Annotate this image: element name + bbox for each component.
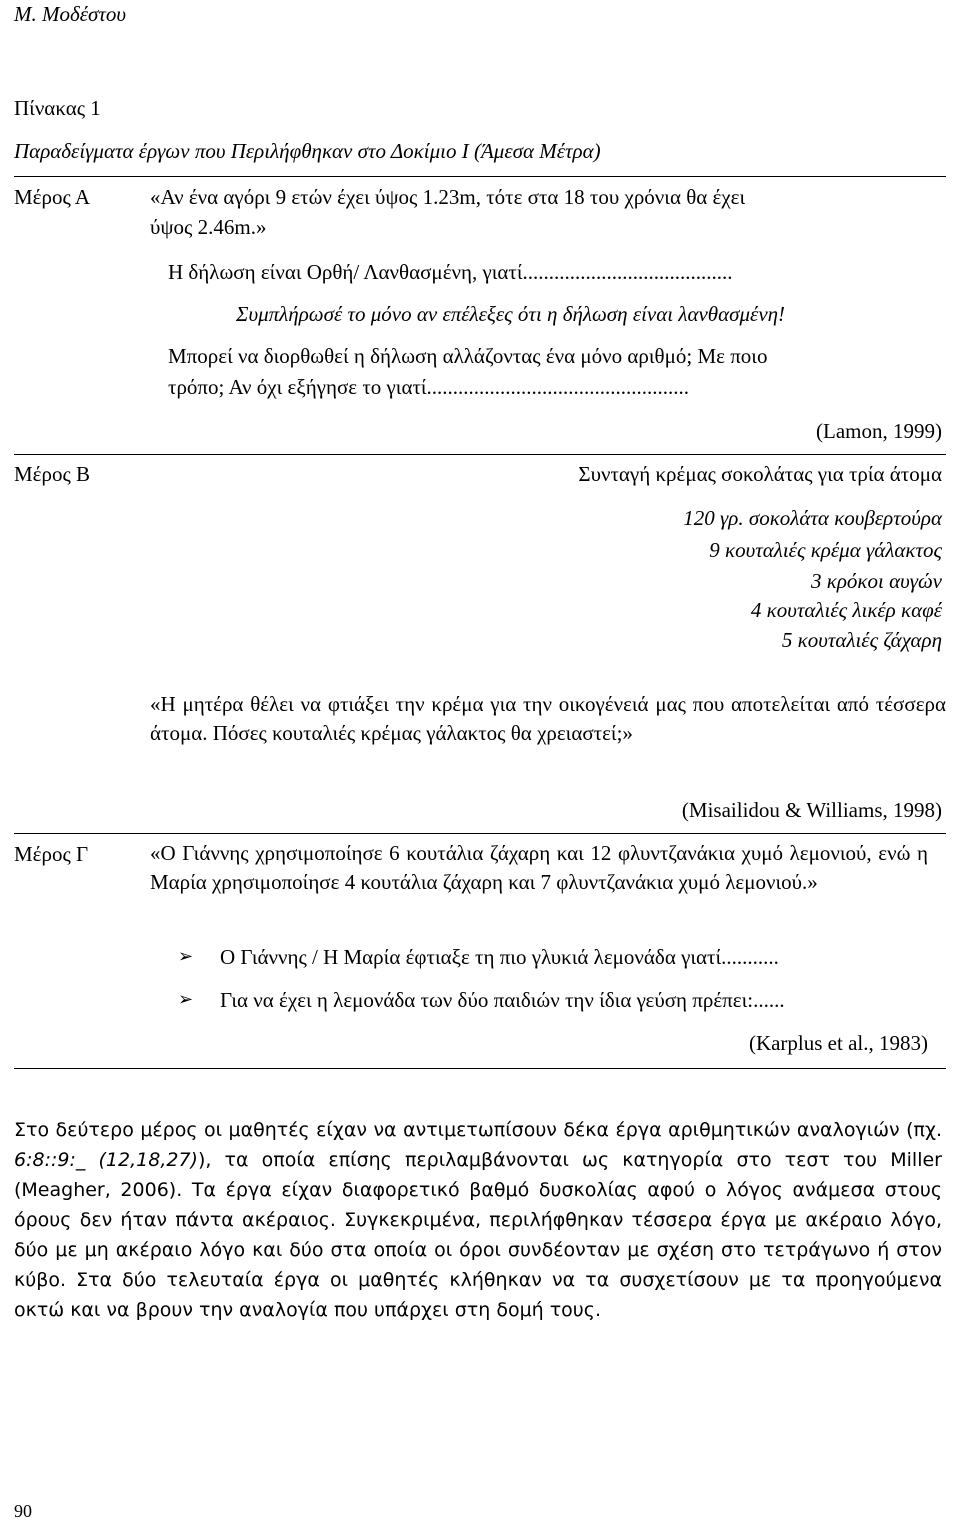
running-header-author: Μ. Μοδέστου <box>14 2 127 26</box>
arrow-bullet-icon: ➢ <box>178 946 194 967</box>
part-a-note: Συμπλήρωσέ το μόνο αν επέλεξες ότι η δήλωση είναι λανθασμένη! <box>236 302 786 326</box>
part-a-question-2-line2: τρόπο; Αν όχι εξήγησε το γιατί.................................................. <box>168 375 690 399</box>
part-b-label: Μέρος Β <box>14 462 91 486</box>
part-c-bullet: Ο Γιάννης / Η Μαρία έφτιαξε τη πιο γλυκιά λεμονάδα γιατί........... <box>220 945 779 969</box>
part-a-statement-line1: «Αν ένα αγόρι 9 ετών έχει ύψος 1.23m, τότε στα 18 του χρόνια θα έχει <box>150 185 746 209</box>
paragraph-text-before: Στο δεύτερο μέρος οι μαθητές είχαν να αντιμετωπίσουν δέκα έργα αριθμητικών αναλογιών (πχ. <box>14 1119 942 1141</box>
paragraph-text-after: ), τα οποία επίσης περιλαμβάνονται ως κατηγορία στο τεστ του Miller (Meagher, 2006). Τα έργα είχαν διαφορετικό βαθμό δυσκολίας αφού ο λόγος ανάμεσα στους όρους δεν ήταν πάντα ακέραιος. Συγκεκριμένα, περιλήφθηκαν τέσσερα έργα με ακέραιο λόγο, δύο με μη ακέραιο λόγο και δύο στα οποία οι όροι συνδέονταν με σχέση στο τετράγωνο ή στον κύβο. Στα δύο τελευταία έργα οι μαθητές κλήθηκαν να τα συσχετίσουν με τα προηγούμενα οκτώ και να βρουν την αναλογία που υπάρχει στη δομή τους. <box>14 1149 942 1321</box>
body-paragraph <box>14 1115 942 1325</box>
part-a-citation: (Lamon, 1999) <box>816 419 942 443</box>
ingredient-item: 3 κρόκοι αυγών <box>811 569 942 593</box>
part-c-bullet: Για να έχει η λεμονάδα των δύο παιδιών την ίδια γεύση πρέπει:...... <box>220 988 785 1012</box>
ingredient-item: 120 γρ. σοκολάτα κουβερτούρα <box>683 506 942 530</box>
part-c-citation: (Karplus et al., 1983) <box>748 1031 928 1055</box>
arrow-bullet-icon: ➢ <box>178 989 194 1010</box>
part-a-label: Μέρος Α <box>14 185 91 209</box>
ingredient-item: 9 κουταλιές κρέμα γάλακτος <box>709 538 942 562</box>
part-a-bottom-rule <box>14 454 946 455</box>
paragraph-example: 6:8::9:_ (12,18,27) <box>14 1149 198 1171</box>
part-b-citation: (Misailidou & Williams, 1998) <box>681 798 942 822</box>
part-a-question-2-line1: Μπορεί να διορθωθεί η δήλωση αλλάζοντας ένα μόνο αριθμό; Με ποιο <box>168 344 768 368</box>
table-bottom-rule <box>14 1068 946 1069</box>
table-number: Πίνακας 1 <box>14 96 101 120</box>
part-a-question-1: Η δήλωση είναι Ορθή/ Λανθασμένη, γιατί........................................ <box>168 260 733 284</box>
table-caption: Παραδείγματα έργων που Περιλήφθηκαν στο Δοκίμιο Ι (Άμεσα Μέτρα) <box>14 139 601 163</box>
table-top-rule <box>14 176 946 177</box>
part-c-problem: «Ο Γιάννης χρησιμοποίησε 6 κουτάλια ζάχαρη και 12 φλυντζανάκια χυμό λεμονιού, ενώ η Μαρία χρησιμοποίησε 4 κουτάλια ζάχαρη και 7 φλυντζανάκια χυμό λεμονιού.» <box>150 841 928 894</box>
part-b-problem: «Η μητέρα θέλει να φτιάξει την κρέμα για την οικογένειά μας που αποτελείται από τέσσερα άτομα. Πόσες κουταλιές κρέμας γάλακτος θα χρειαστεί;» <box>150 692 946 745</box>
ingredient-item: 4 κουταλιές λικέρ καφέ <box>750 598 942 622</box>
page-number: 90 <box>14 1501 32 1521</box>
part-a-statement-line2: ύψος 2.46m.» <box>150 215 267 239</box>
recipe-title: Συνταγή κρέμας σοκολάτας για τρία άτομα <box>578 462 942 486</box>
ingredient-item: 5 κουταλιές ζάχαρη <box>781 628 942 652</box>
part-c-label: Μέρος Γ <box>14 842 89 866</box>
part-b-bottom-rule <box>14 833 946 834</box>
